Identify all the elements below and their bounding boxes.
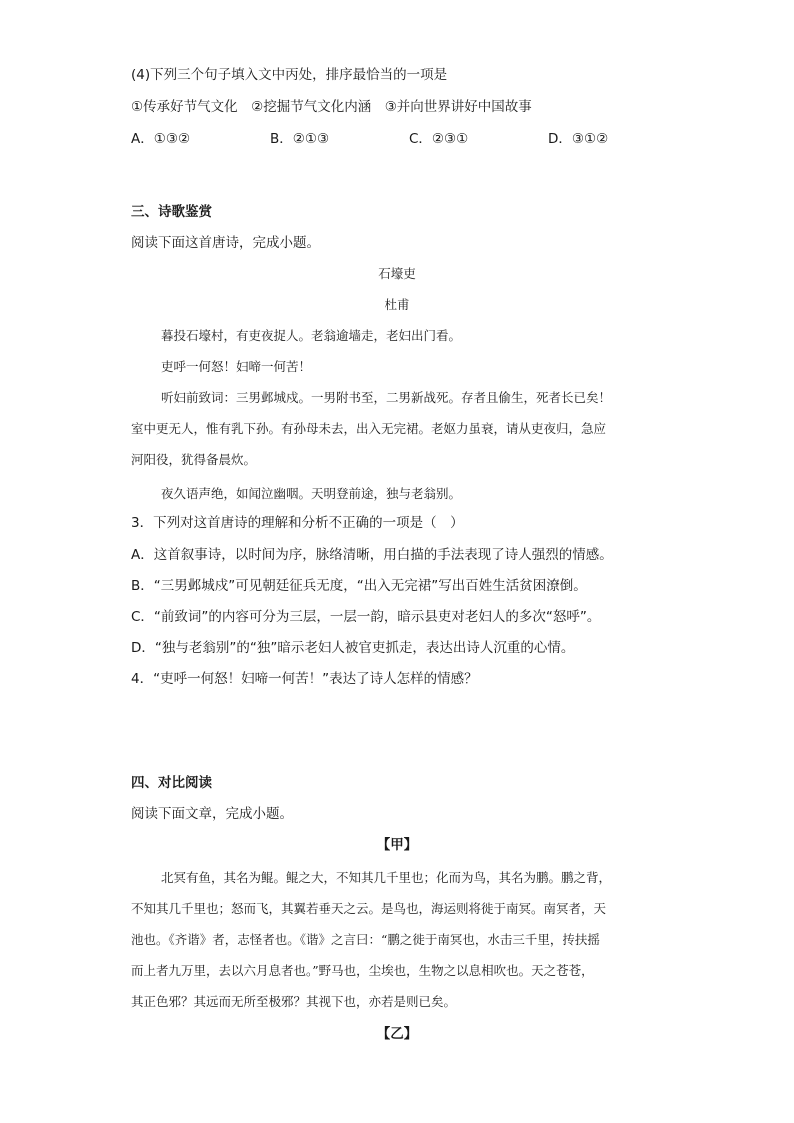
passage-line: 北冥有鱼，其名为鲲。鲲之大，不知其几千里也；化而为鸟，其名为鹏。鹏之背， — [161, 870, 612, 885]
question-3: 3．下列对这首唐诗的理解和分析不正确的一项是（ ） — [131, 515, 464, 531]
question-4: 4．“吏呼一何怒！妇啼一何苦！”表达了诗人怎样的情感？ — [131, 671, 478, 687]
q3-option-a: A．这首叙事诗，以时间为序，脉络清晰，用白描的手法表现了诗人强烈的情感。 — [131, 547, 613, 563]
q4-header: (4)下列三个句子填入文中丙处，排序最恰当的一项是 — [131, 67, 448, 83]
q4-option-c: C．②③① — [409, 131, 469, 147]
section4-heading: 四、对比阅读 — [131, 775, 212, 791]
poem-author: 杜甫 — [384, 297, 410, 312]
section3-instruction: 阅读下面这首唐诗，完成小题。 — [131, 235, 320, 251]
q4-option-b: B．②①③ — [270, 131, 330, 147]
poem-line: 听妇前致词：三男邺城戍。一男附书至，二男新战死。存者且偷生，死者长已矣！ — [161, 390, 612, 405]
passage-line: 而上者九万里，去以六月息者也。”野马也，尘埃也，生物之以息相吹也。天之苍苍， — [131, 963, 594, 978]
poem-line: 室中更无人，惟有乳下孙。有孙母未去，出入无完裙。老妪力虽衰，请从吏夜归，急应 — [131, 421, 607, 436]
passage-line: 其正色邪？其远而无所至极邪？其视下也，亦若是则已矣。 — [131, 994, 457, 1009]
poem-line: 暮投石壕村，有吏夜捉人。老翁逾墙走，老妇出门看。 — [161, 328, 462, 343]
poem-line: 吏呼一何怒！妇啼一何苦！ — [161, 359, 312, 374]
passage-line: 不知其几千里也；怒而飞，其翼若垂天之云。是鸟也，海运则将徙于南冥。南冥者，天 — [131, 901, 607, 916]
q3-option-d: D．“独与老翁别”的“独”暗示老妇人被官吏抓走，表达出诗人沉重的心情。 — [131, 640, 575, 656]
label-yi: 【乙】 — [376, 1026, 418, 1042]
passage-line: 池也。《齐谐》者，志怪者也。《谐》之言曰：“鹏之徙于南冥也，水击三千里，抟扶摇 — [131, 932, 600, 947]
q4-option-a: A．①③② — [131, 131, 191, 147]
label-jia: 【甲】 — [376, 837, 418, 853]
q4-option-d: D．③①② — [548, 131, 609, 147]
poem-title: 石壕吏 — [378, 266, 416, 281]
poem-line: 河阳役，犹得备晨炊。 — [131, 452, 257, 467]
q4-sentences: ①传承好节气文化 ②挖掘节气文化内涵 ③并向世界讲好中国故事 — [131, 99, 532, 115]
section3-heading: 三、诗歌鉴赏 — [131, 204, 212, 220]
poem-line: 夜久语声绝，如闻泣幽咽。天明登前途，独与老翁别。 — [161, 486, 462, 501]
q3-option-b: B．“三男邺城戍”可见朝廷征兵无度，“出入无完裙”写出百姓生活贫困潦倒。 — [131, 578, 587, 594]
section4-instruction: 阅读下面文章，完成小题。 — [131, 806, 293, 822]
q3-option-c: C．“前致词”的内容可分为三层，一层一韵，暗示县吏对老妇人的多次“怒呼”。 — [131, 609, 601, 625]
